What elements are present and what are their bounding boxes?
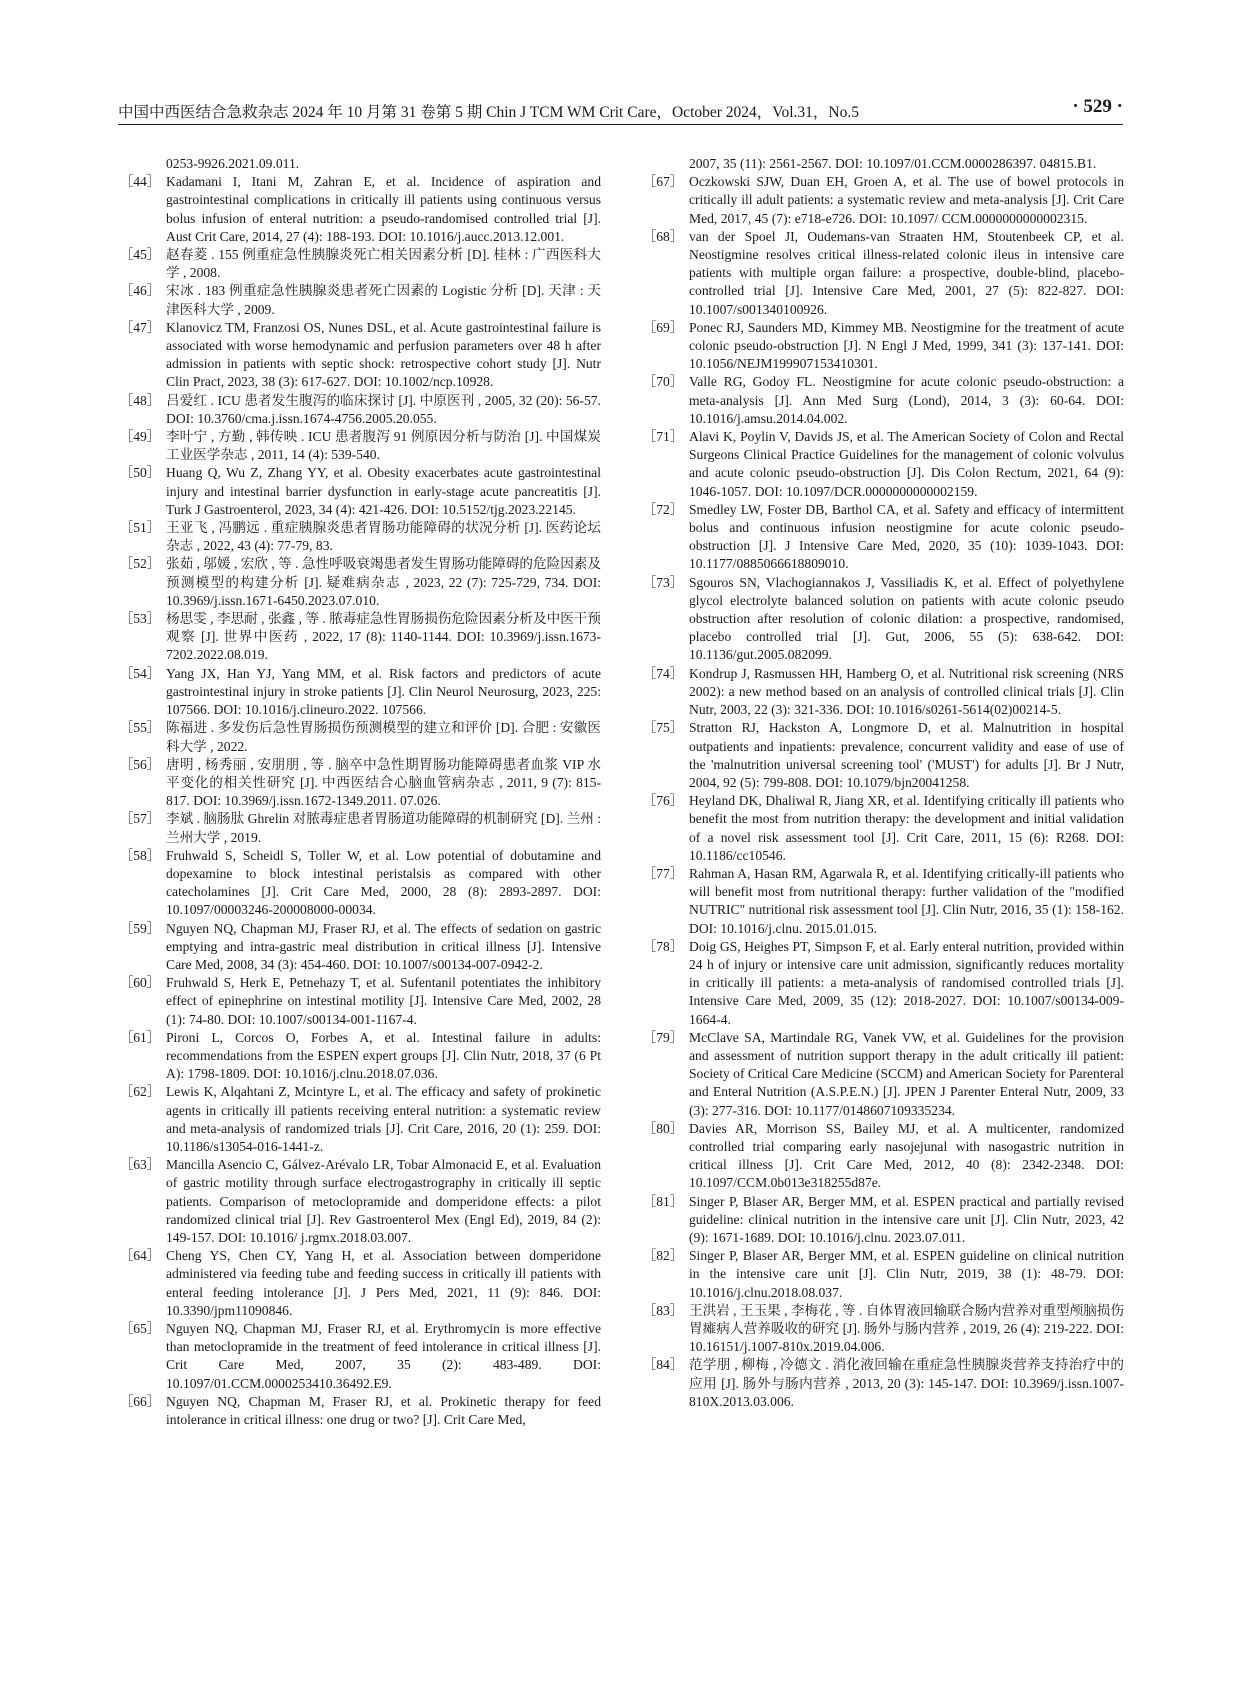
- reference-number: ［45］: [119, 247, 161, 263]
- reference-number: ［76］: [642, 793, 684, 809]
- reference-number: ［71］: [642, 429, 684, 445]
- reference-continuation: 2007, 35 (11): 2561-2567. DOI: 10.1097/01.CCM.0000286397. 04815.B1.: [689, 156, 1097, 171]
- reference-text: Heyland DK, Dhaliwal R, Jiang XR, et al. Identifying critically ill patients who benefit the most from nutrition therapy: the development and initial validation of a novel risk assessment tool [J]. Crit Care, 2011, 15 (6): R268. DOI: 10.1186/cc10546.: [689, 793, 1124, 863]
- reference-number: ［66］: [119, 1393, 161, 1409]
- reference-item: [641, 319, 1124, 374]
- reference-text: Davies AR, Morrison SS, Bailey MJ, et al. A multicenter, randomized controlled trial comparing early nasojejunal with nasogastric nutrition in critical illness [J]. Crit Care Med, 2012, 40 (8): 2342-2348. DOI: 10.1097/CCM.0b013e318255d87e.: [689, 1120, 1124, 1191]
- reference-item: [118, 665, 601, 720]
- reference-number: ［73］: [642, 574, 684, 590]
- reference-item: [641, 1247, 1124, 1302]
- reference-text: 范学朋 , 柳梅 , 冷德文 . 消化液回输在重症急性胰腺炎营养支持治疗中的应用 [J]. 肠外与肠内营养 , 2013, 20 (3): 145-147. DOI: 10.3969/j.issn.1007-810X.2013.03.006.: [689, 1357, 1124, 1409]
- reference-number: ［59］: [119, 920, 161, 936]
- reference-text: Smedley LW, Foster DB, Barthol CA, et al. Safety and efficacy of intermittent bolus and continuous infusion neostigmine for acute colonic pseudo-obstruction [J]. J Intensive Care Med, 2020, 35 (10): 1039-1043. DOI: 10.1177/0885066618809010.: [689, 501, 1124, 572]
- reference-item: [641, 1029, 1124, 1120]
- reference-text: Fruhwald S, Herk E, Petnehazy T, et al. Sufentanil potentiates the inhibitory effect of epinephrine on intestinal motility [J]. Intensive Care Med, 2002, 28 (1): 74-80. DOI: 10.1007/s00134-001-1167-4.: [166, 975, 601, 1027]
- reference-text: Doig GS, Heighes PT, Simpson F, et al. Early enteral nutrition, provided within 24 h of injury or intensive care unit admission, significantly reduces mortality in critically ill patients: a meta-analysis of randomised controlled trials [J]. Intensive Care Med, 2009, 35 (12): 2018-2027. DOI: 10.1007/s00134-009-1664-4.: [689, 938, 1124, 1027]
- reference-number: ［82］: [642, 1248, 684, 1264]
- reference-item: [641, 792, 1124, 865]
- reference-number: ［65］: [119, 1321, 161, 1336]
- reference-number: ［48］: [119, 392, 161, 408]
- reference-text: Stratton RJ, Hackston A, Longmore D, et al. Malnutrition in hospital outpatients and inpatients: prevalence, concurrent validity and ease of use of the 'malnutrition universal screening tool' ('MUST') for adults [J]. Br J Nutr, 2004, 92 (5): 799-808. DOI: 10.1079/bjn20041258.: [689, 720, 1124, 790]
- reference-number: ［72］: [642, 501, 684, 517]
- reference-number: ［61］: [119, 1029, 161, 1045]
- reference-text: 李叶宁 , 方勤 , 韩传映 . ICU 患者腹泻 91 例原因分析与防治 [J]. 中国煤炭工业医学杂志 , 2011, 14 (4): 539-540.: [166, 429, 601, 463]
- reference-item: [118, 464, 601, 519]
- journal-header: 中国中西医结合急救杂志 2024 年 10 月第 31 卷第 5 期 Chin J TCM WM Crit Care，October 2024，Vol.31，No.5: [118, 104, 859, 121]
- reference-number: ［70］: [642, 374, 684, 390]
- reference-text: 吕爱红 . ICU 患者发生腹泻的临床探讨 [J]. 中原医刊 , 2005, 32 (20): 56-57. DOI: 10.3760/cma.j.issn.1674-4756.2005.20.055.: [166, 392, 601, 426]
- reference-number: ［54］: [119, 665, 161, 681]
- reference-text: 张茹 , 邬媛 , 宏欣 , 等 . 急性呼吸衰竭患者发生胃肠功能障碍的危险因素及预测模型的构建分析 [J]. 疑难病杂志 , 2023, 22 (7): 725-729, 734. DOI: 10.3969/j.issn.1671-6450.2023.07.010.: [166, 556, 601, 608]
- reference-number: ［56］: [119, 756, 161, 772]
- reference-text: 陈福进 . 多发伤后急性胃肠损伤预测模型的建立和评价 [D]. 合肥 : 安徽医科大学 , 2022.: [166, 720, 601, 754]
- reference-text: 李斌 . 脑肠肽 Ghrelin 对脓毒症患者胃肠道功能障碍的机制研究 [D]. 兰州 : 兰州大学 , 2019.: [166, 811, 601, 845]
- running-header: [118, 96, 1123, 125]
- reference-item: [641, 574, 1124, 665]
- reference-number: ［52］: [119, 556, 161, 572]
- reference-item: [118, 392, 601, 428]
- reference-item: [118, 756, 601, 811]
- reference-item: [118, 974, 601, 1029]
- reference-item: [118, 1156, 601, 1247]
- reference-text: van der Spoel JI, Oudemans-van Straaten HM, Stoutenbeek CP, et al. Neostigmine resolves critical illness-related colonic ileus in intensive care patients with multiple organ failure: a prospective, double-blind, placebo-controlled trial [J]. Intensive Care Med, 2001, 27 (5): 822-827. DOI: 10.1007/s001340100926.: [689, 228, 1124, 317]
- reference-number: ［53］: [119, 611, 161, 627]
- reference-item: [118, 810, 601, 846]
- reference-text: McClave SA, Martindale RG, Vanek VW, et al. Guidelines for the provision and assessment of nutrition support therapy in the adult critically ill patient: Society of Critical Care Medicine (SCCM) and American Society for Parenteral and Enteral Nutrition (A.S.P.E.N.) [J]. JPEN J Parenter Enteral Nutr, 2009, 33 (3): 277-316. DOI: 10.1177/0148607109335234.: [689, 1029, 1124, 1118]
- reference-item: [118, 428, 601, 464]
- reference-item: [641, 1193, 1124, 1248]
- reference-text: Alavi K, Poylin V, Davids JS, et al. The American Society of Colon and Rectal Surgeons Clinical Practice Guidelines for the management of colonic volvulus and acute colonic pseudo-obstruction [J]. Dis Colon Rectum, 2021, 64 (9): 1046-1057. DOI: 10.1097/DCR.0000000000002159.: [689, 429, 1124, 499]
- reference-item: [118, 1083, 601, 1156]
- reference-number: ［78］: [642, 938, 684, 954]
- reference-item: [641, 865, 1124, 938]
- reference-item: [118, 555, 601, 610]
- reference-number: ［62］: [119, 1084, 161, 1100]
- reference-number: ［79］: [642, 1029, 684, 1045]
- reference-item: [641, 228, 1124, 319]
- reference-item: [641, 1120, 1124, 1193]
- reference-text: Fruhwald S, Scheidl S, Toller W, et al. Low potential of dobutamine and dopexamine to block intestinal peristalsis as compared with other catecholamines [J]. Crit Care Med, 2000, 28 (8): 2893-2897. DOI: 10.1097/00003246-200008000-00034.: [166, 847, 601, 918]
- reference-text: 赵春菱 . 155 例重症急性胰腺炎死亡相关因素分析 [D]. 桂林 : 广西医科大学 , 2008.: [166, 247, 601, 281]
- reference-item: [641, 719, 1124, 792]
- reference-text: 宋冰 . 183 例重症急性胰腺炎患者死亡因素的 Logistic 分析 [D]. 天津 : 天津医科大学 , 2009.: [166, 283, 601, 317]
- reference-number: ［68］: [642, 228, 684, 244]
- reference-text: 王洪岩 , 王玉果 , 李梅花 , 等 . 自体胃液回输联合肠内营养对重型颅脑损伤胃瘫病人营养吸收的研究 [J]. 肠外与肠内营养 , 2019, 26 (4): 219-222. DOI: 10.16151/j.1007-810x.2019.04.006.: [689, 1302, 1124, 1355]
- reference-item: [118, 319, 601, 392]
- reference-text: Nguyen NQ, Chapman MJ, Fraser RJ, et al. The effects of sedation on gastric emptying and intra-gastric meal distribution in critical illness [J]. Intensive Care Med, 2008, 34 (3): 454-460. DOI: 10.1007/s00134-007-0942-2.: [166, 920, 601, 972]
- reference-number: ［77］: [642, 865, 684, 881]
- reference-number: ［44］: [119, 174, 161, 190]
- reference-number: ［63］: [119, 1157, 161, 1173]
- reference-number: ［60］: [119, 975, 161, 991]
- reference-item: [641, 938, 1124, 1029]
- reference-item: [641, 665, 1124, 720]
- reference-item: [118, 920, 601, 975]
- reference-number: ［81］: [642, 1193, 684, 1209]
- references-right-column: [641, 155, 1124, 1411]
- reference-item: [118, 1247, 601, 1320]
- reference-text: Cheng YS, Chen CY, Yang H, et al. Association between domperidone administered via feeding tube and feeding success in critically ill patients with enteral feeding intolerance [J]. J Pers Med, 2021, 11 (9): 846. DOI: 10.3390/jpm11090846.: [166, 1248, 601, 1318]
- reference-item: [118, 282, 601, 318]
- reference-text: Pironi L, Corcos O, Forbes A, et al. Intestinal failure in adults: recommendations from the ESPEN expert groups [J]. Clin Nutr, 2018, 37 (6 Pt A): 1798-1809. DOI: 10.1016/j.clnu.2018.07.036.: [166, 1029, 601, 1082]
- reference-item: [118, 719, 601, 755]
- reference-item: [641, 501, 1124, 574]
- reference-text: Huang Q, Wu Z, Zhang YY, et al. Obesity exacerbates acute gastrointestinal injury and intestinal barrier dysfunction in early-stage acute pancreatitis [J]. Turk J Gastroenterol, 2023, 34 (4): 421-426. DOI: 10.5152/tjg.2023.22145.: [166, 465, 601, 517]
- reference-number: ［51］: [119, 520, 161, 536]
- reference-text: Mancilla Asencio C, Gálvez-Arévalo LR, Tobar Almonacid E, et al. Evaluation of gastric motility through surface electrogastrography in critically ill septic patients. Comparison of metoclopramide and domperidone effects: a pilot randomized clinical trial [J]. Rev Gastroenterol Mex (Engl Ed), 2019, 84 (2): 149-157. DOI: 10.1016/ j.rgmx.2018.03.007.: [166, 1157, 601, 1245]
- reference-text: Nguyen NQ, Chapman M, Fraser RJ, et al. Prokinetic therapy for feed intolerance in critical illness: one drug or two? [J]. Crit Care Med,: [166, 1393, 601, 1428]
- page-number: · 529 ·: [1072, 96, 1123, 117]
- reference-number: ［69］: [642, 319, 684, 335]
- reference-item: [118, 1029, 601, 1084]
- reference-item: [641, 1302, 1124, 1357]
- reference-text: Klanovicz TM, Franzosi OS, Nunes DSL, et al. Acute gastrointestinal failure is associated with worse hemodynamic and perfusion parameters over 48 h after admission in patients with septic shock: retrospective cohort study [J]. Nutr Clin Pract, 2023, 38 (3): 617-627. DOI: 10.1002/ncp.10928.: [166, 319, 601, 390]
- reference-number: ［80］: [642, 1120, 684, 1136]
- reference-number: ［57］: [119, 811, 161, 827]
- reference-text: Singer P, Blaser AR, Berger MM, et al. ESPEN guideline on clinical nutrition in the intensive care unit [J]. Clin Nutr, 2019, 38 (1): 48-79. DOI: 10.1016/j.clnu.2018.08.037.: [689, 1248, 1124, 1300]
- reference-item: [118, 847, 601, 920]
- reference-text: 唐明 , 杨秀丽 , 安朋朋 , 等 . 脑卒中急性期胃肠功能障碍患者血浆 VIP 水平变化的相关性研究 [J]. 中西医结合心脑血管病杂志 , 2011, 9 (7): 815-817. DOI: 10.3969/j.issn.1672-1349.2011. 07.026.: [166, 756, 601, 809]
- reference-text: Singer P, Blaser AR, Berger MM, et al. ESPEN practical and partially revised guideline: clinical nutrition in the intensive care unit [J]. Clin Nutr, 2023, 42 (9): 1671-1689. DOI: 10.1016/j.clnu. 2023.07.011.: [689, 1193, 1124, 1245]
- reference-text: Valle RG, Godoy FL. Neostigmine for acute colonic pseudo-obstruction: a meta-analysis [J]. Ann Med Surg (Lond), 2014, 3 (3): 60-64. DOI: 10.1016/j.amsu.2014.04.002.: [689, 374, 1124, 426]
- reference-item: [118, 1393, 601, 1429]
- reference-number: ［49］: [119, 429, 161, 445]
- reference-item: [118, 519, 601, 555]
- reference-number: ［67］: [642, 174, 684, 190]
- reference-text: Oczkowski SJW, Duan EH, Groen A, et al. The use of bowel protocols in critically ill adult patients: a systematic review and meta-analysis [J]. Crit Care Med, 2017, 45 (7): e718-e726. DOI: 10.1097/ CCM.0000000000002315.: [689, 174, 1124, 226]
- reference-item: [118, 173, 601, 246]
- reference-text: Sgouros SN, Vlachogiannakos J, Vassiliadis K, et al. Effect of polyethylene glycol electrolyte balanced solution on patients with acute colonic pseudo obstruction after resolution of colonic dilation: a prospective, randomised, placebo controlled trial [J]. Gut, 2006, 55 (5): 638-642. DOI: 10.1136/gut.2005.082099.: [689, 574, 1124, 663]
- reference-text: Ponec RJ, Saunders MD, Kimmey MB. Neostigmine for the treatment of acute colonic pseudo-obstruction [J]. N Engl J Med, 1999, 341 (3): 137-141. DOI: 10.1056/NEJM199907153410301.: [689, 319, 1124, 372]
- reference-number: ［64］: [119, 1248, 161, 1264]
- reference-text: Kadamani I, Itani M, Zahran E, et al. Incidence of aspiration and gastrointestinal complications in critically ill patients using continuous versus bolus infusion of enteral nutrition: a pseudo-randomised controlled trial [J]. Aust Crit Care, 2014, 27 (4): 188-193. DOI: 10.1016/j.aucc.2013.12.001.: [166, 174, 601, 244]
- references-left-column: [118, 155, 601, 1429]
- reference-item: [641, 428, 1124, 501]
- reference-item: [641, 1356, 1124, 1411]
- reference-number: ［58］: [119, 847, 161, 863]
- reference-number: ［47］: [119, 319, 161, 335]
- reference-number: ［75］: [642, 720, 684, 736]
- reference-number: ［50］: [119, 465, 161, 481]
- reference-number: ［84］: [642, 1357, 684, 1373]
- reference-text: 王亚飞 , 冯鹏远 . 重症胰腺炎患者胃肠功能障碍的状况分析 [J]. 医药论坛杂志 , 2022, 43 (4): 77-79, 83.: [166, 520, 601, 554]
- reference-item: [641, 173, 1124, 228]
- reference-text: Rahman A, Hasan RM, Agarwala R, et al. Identifying critically-ill patients who will benefit most from nutritional therapy: further validation of the "modified NUTRIC" nutritional risk assessment tool [J]. Clin Nutr, 2016, 35 (1): 158-162. DOI: 10.1016/j.clnu. 2015.01.015.: [689, 865, 1124, 936]
- reference-number: ［46］: [119, 283, 161, 299]
- reference-item: [118, 1320, 601, 1393]
- reference-text: Lewis K, Alqahtani Z, Mcintyre L, et al. The efficacy and safety of prokinetic agents in critically ill patients receiving enteral nutrition: a systematic review and meta-analysis of randomized trials [J]. Crit Care, 2016, 20 (1): 259. DOI: 10.1186/s13054-016-1441-z.: [166, 1084, 601, 1154]
- reference-text: 杨思雯 , 李思耐 , 张鑫 , 等 . 脓毒症急性胃肠损伤危险因素分析及中医干预观察 [J]. 世界中医药 , 2022, 17 (8): 1140-1144. DOI: 10.3969/j.issn.1673-7202.2022.08.019.: [166, 611, 601, 663]
- reference-item: [118, 246, 601, 282]
- reference-continuation: 0253-9926.2021.09.011.: [166, 156, 300, 171]
- reference-number: ［83］: [642, 1302, 684, 1318]
- reference-text: Nguyen NQ, Chapman MJ, Fraser RJ, et al. Erythromycin is more effective than metoclopramide in the treatment of feed intolerance in critical illness [J]. Crit Care Med, 2007, 35 (2): 483-489. DOI: 10.1097/01.CCM.0000253410.36492.E9.: [166, 1321, 601, 1391]
- reference-number: ［74］: [642, 665, 684, 681]
- reference-item: [641, 373, 1124, 428]
- reference-number: ［55］: [119, 720, 161, 736]
- reference-text: Kondrup J, Rasmussen HH, Hamberg O, et al. Nutritional risk screening (NRS 2002): a new method based on an analysis of controlled clinical trials [J]. Clin Nutr, 2003, 22 (3): 321-336. DOI: 10.1016/s0261-5614(02)00214-5.: [689, 665, 1124, 718]
- reference-text: Yang JX, Han YJ, Yang MM, et al. Risk factors and predictors of acute gastrointestinal injury in stroke patients [J]. Clin Neurol Neurosurg, 2023, 225: 107566. DOI: 10.1016/j.clineuro.2022. 107566.: [166, 665, 601, 718]
- reference-item: [118, 610, 601, 665]
